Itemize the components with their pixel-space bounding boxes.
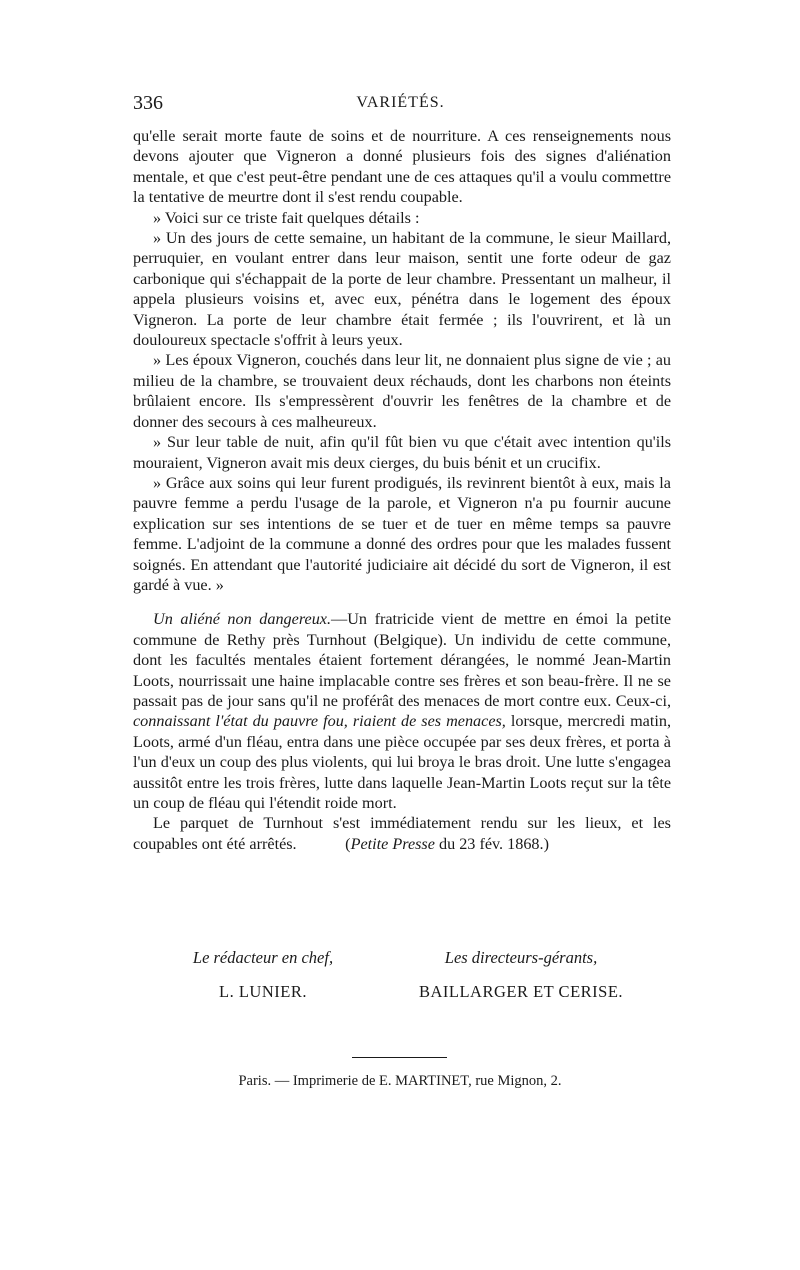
divider-rule — [352, 1057, 447, 1058]
paragraph: » Voici sur ce triste fait quelques détails : — [153, 208, 420, 227]
article-italic-text: connaissant l'état du pauvre fou, riaient de ses menaces, — [133, 712, 506, 731]
article-title: Un aliéné non dangereux. — [153, 610, 332, 629]
signature-right — [401, 948, 641, 1002]
article-text: Le parquet de Turnhout s'est immédiatement rendu sur les lieux, et les coupables ont été arrêtés. — [133, 814, 671, 853]
article-body — [133, 126, 671, 854]
article-text: lorsque, mercredi matin, Loots, armé d'un fléau, entra dans une pièce occupée par ses deux frères, et porta à l'un d'eux un coup des plus violents, qui lui broya le bras droit. Une lutte s'engagea aussitôt entre les trois frères, lutte dans laquelle Jean-Martin Loots reçut sur la tête un coup de fléau qui l'étendit roide mort. — [133, 712, 671, 812]
source-date: du 23 fév. 1868.) — [434, 834, 549, 853]
paragraph: » Un des jours de cette semaine, un habitant de la commune, le sieur Maillard, perruquier, en voulant entrer dans leur maison, sentit une forte odeur de gaz carbonique qui s'échappait de la porte de leur chambre. Pressentant un malheur, il appela plusieurs voisins et, avec eux, pénétra dans le logement des époux Vigneron. La porte de leur chambre était fermée ; ils l'ouvrirent, et là un douloureux spectacle s'offrit à leurs yeux. — [133, 229, 671, 350]
signature-role: Le rédacteur en chef, — [192, 948, 334, 967]
article-text: —Un fratricide vient de mettre en émoi la petite commune de Rethy près Turnhout (Belgique). Un individu de cette commune, dont les facultés mentales étaient fortement dérangées, le nommé Jean-Martin Loots, nourrissait une haine implacable contre ses frères et son beau-frère. Il ne se passait pas de jour sans qu'il ne proférât des menaces de mort contre eux. Ceux-ci, — [133, 610, 672, 710]
signature-left — [173, 948, 353, 1002]
signature-name: BAILLARGER ET CERISE. — [418, 982, 624, 1001]
printer-imprint: Paris. — Imprimerie de E. MARTINET, rue Mignon, 2. — [238, 1073, 562, 1089]
source-title: Petite Presse — [350, 834, 435, 853]
signature-name: L. LUNIER. — [219, 982, 307, 1001]
paragraph: » Les époux Vigneron, couchés dans leur lit, ne donnaient plus signe de vie ; au milieu de la chambre, se trouvaient deux réchauds, dont les charbons non éteints brûlaient encore. Ils s'empressèrent d'ouvrir les fenêtres de la chambre et de donner des secours à ces malheureux. — [133, 351, 671, 431]
page-number: 336 — [133, 92, 163, 114]
running-title: VARIÉTÉS. — [356, 94, 445, 111]
article-paragraph — [133, 813, 671, 854]
source-open: ( — [345, 834, 351, 853]
signature-role: Les directeurs-gérants, — [444, 948, 598, 967]
paragraph: » Grâce aux soins qui leur furent prodigués, ils revinrent bientôt à eux, mais la pauvre femme a perdu l'usage de la parole, et Vigneron n'a pu fournir aucune explication sur ses intentions de se tuer et de tuer en même temps sa pauvre femme. L'adjoint de la commune a donné des ordres pour que les malades fussent soignés. En attendant que l'autorité judiciaire ait décidé du sort de Vigneron, il est gardé à vue. » — [133, 473, 671, 594]
page-header — [133, 92, 668, 120]
paragraph: » Sur leur table de nuit, afin qu'il fût bien vu que c'était avec intention qu'ils mouraient, Vigneron avait mis deux cierges, du buis bénit et un crucifix. — [133, 433, 671, 472]
paragraph: qu'elle serait morte faute de soins et de nourriture. A ces renseignements nous devons ajouter que Vigneron a donné plusieurs fois des signes d'aliénation mentale, et que c'est peut-être pendant une de ces attaques qu'il a voulu commettre la tentative de meurtre dont il s'est rendu coupable. — [133, 127, 671, 207]
article-paragraph — [133, 609, 671, 813]
